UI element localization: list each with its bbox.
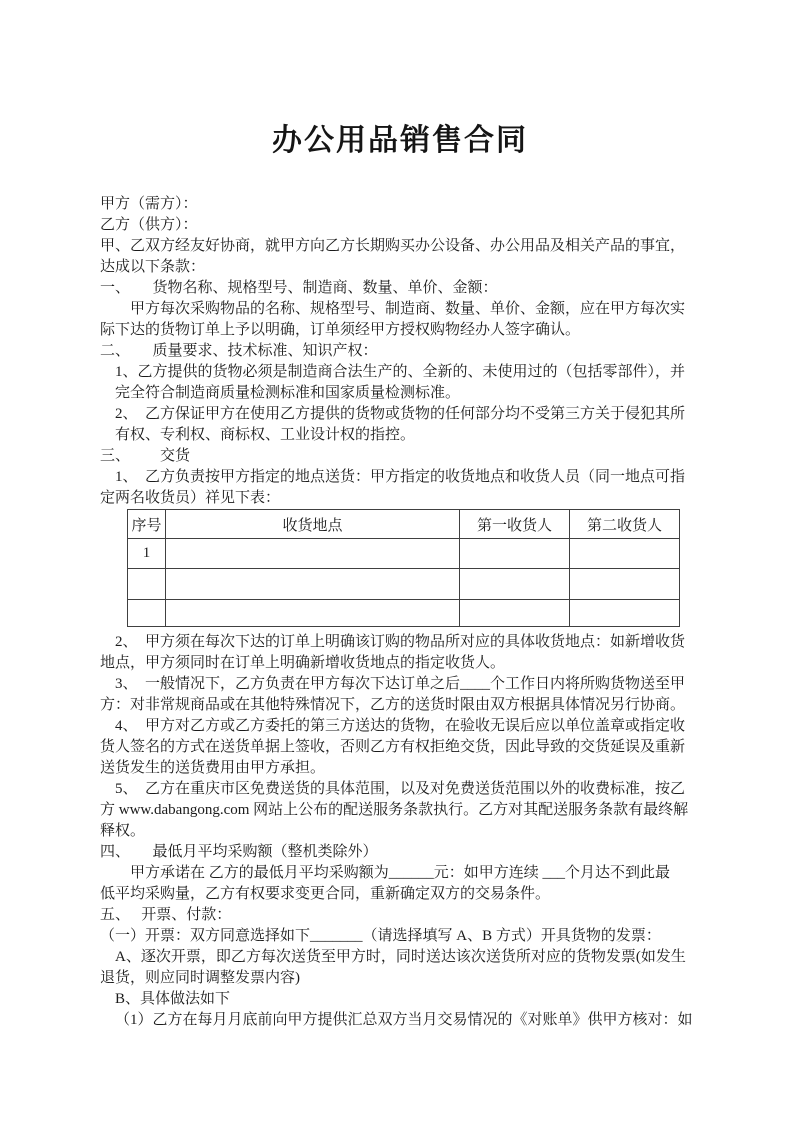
table-cell: [166, 600, 460, 627]
doc-line: 低平均采购量，乙方有权要求变更合同，重新确定双方的交易条件。: [100, 886, 551, 902]
doc-line: 送货发生的送货费用由甲方承担。: [100, 760, 326, 776]
table-cell: 1: [128, 539, 166, 569]
table-header-cell: 第一收货人: [460, 510, 570, 539]
doc-line: B、具体做法如下: [115, 991, 231, 1007]
doc-line: 完全符合制造商质量检测标准和国家质量检测标准。: [115, 385, 461, 401]
table-cell: [570, 569, 680, 600]
doc-line: 释权。: [100, 823, 146, 839]
doc-line-section-3: 三、 交货: [100, 448, 191, 464]
doc-line: 方 www.dabangong.com 网站上公布的配送服务条款执行。乙方对其配送服务条款有最终解: [100, 802, 689, 818]
doc-line: （1）乙方在每月月底前向甲方提供汇总双方当月交易情况的《对账单》供甲方核对：如: [115, 1012, 693, 1028]
doc-line: 2、 甲方须在每次下达的订单上明确该订购的物品所对应的具体收货地点：如新增收货: [115, 634, 686, 650]
table-header-cell: 序号: [128, 510, 166, 539]
table-cell: [166, 539, 460, 569]
doc-line: 退货，则应同时调整发票内容): [100, 970, 300, 986]
page-title: 办公用品销售合同: [272, 124, 528, 157]
table-row: [128, 539, 680, 569]
table-cell: [128, 569, 166, 600]
doc-line: 甲方（需方）：: [100, 196, 198, 212]
doc-line: 5、 乙方在重庆市区免费送货的具体范围，以及对免费送货范围以外的收费标准，按乙: [115, 781, 686, 797]
table-cell: [460, 600, 570, 627]
doc-line: A、逐次开票，即乙方每次送货至甲方时，同时送达该次送货所对应的货物发票(如发生: [115, 949, 686, 965]
doc-line: 乙方（供方）：: [100, 217, 198, 233]
doc-line: 1、 乙方负责按甲方指定的地点送货：甲方指定的收货地点和收货人员（同一地点可指: [115, 469, 686, 485]
table-cell: [166, 569, 460, 600]
doc-line: （一）开票：双方同意选择如下_______（请选择填写 A、B 方式）开具货物的发票：: [100, 928, 661, 944]
doc-line: 甲方承诺在 乙方的最低月平均采购额为______元：如甲方连续 ___个月达不到此最: [130, 865, 671, 881]
doc-line-section-1: 一、 货物名称、规格型号、制造商、数量、单价、金额：: [100, 280, 498, 296]
doc-line: 2、 乙方保证甲方在使用乙方提供的货物或货物的任何部分均不受第三方关于侵犯其所: [115, 406, 686, 422]
table-header-cell: 收货地点: [166, 510, 460, 539]
table-row: [128, 569, 680, 600]
doc-line: 甲方每次采购物品的名称、规格型号、制造商、数量、单价、金额，应在甲方每次实: [130, 301, 686, 317]
doc-line: 方：对非常规商品或在其他特殊情况下，乙方的送货时限由双方根据具体情况另行协商。: [100, 697, 686, 713]
doc-line: 有权、专利权、商标权、工业设计权的指控。: [115, 427, 416, 443]
contract-body: [100, 194, 692, 1031]
doc-line: 地点，甲方须同时在订单上明确新增收货地点的指定收货人。: [100, 655, 506, 671]
table-cell: [570, 539, 680, 569]
doc-line-section-2: 二、 质量要求、技术标准、知识产权：: [100, 343, 378, 359]
doc-line: 3、 一般情况下，乙方负责在甲方每次下达订单之后____个工作日内将所购货物送至甲: [115, 676, 686, 692]
table-cell: [570, 600, 680, 627]
table-row: [128, 600, 680, 627]
table-cell: [460, 569, 570, 600]
doc-line: 定两名收货员）祥见下表：: [100, 490, 281, 506]
doc-line: 1、乙方提供的货物必须是制造商合法生产的、全新的、未使用过的（包括零部件），并: [115, 364, 686, 380]
delivery-table: [127, 509, 680, 627]
table-cell: [460, 539, 570, 569]
doc-line: 达成以下条款：: [100, 259, 206, 275]
doc-line: 际下达的货物订单上予以明确，订单须经甲方授权购物经办人签字确认。: [100, 322, 581, 338]
doc-line: 甲、乙双方经友好协商，就甲方向乙方长期购买办公设备、办公用品及相关产品的事宜，: [100, 238, 686, 254]
table-cell: [128, 600, 166, 627]
doc-line: 货人签名的方式在送货单据上签收，否则乙方有权拒绝交货，因此导致的交货延误及重新: [100, 739, 686, 755]
doc-line-section-4: 四、 最低月平均采购额（整机类除外）: [100, 844, 378, 860]
table-header-cell: 第二收货人: [570, 510, 680, 539]
doc-line: 4、 甲方对乙方或乙方委托的第三方送达的货物，在验收无误后应以单位盖章或指定收: [115, 718, 686, 734]
table-header-row: [128, 510, 680, 539]
doc-line-section-5: 五、 开票、付款：: [100, 907, 232, 923]
